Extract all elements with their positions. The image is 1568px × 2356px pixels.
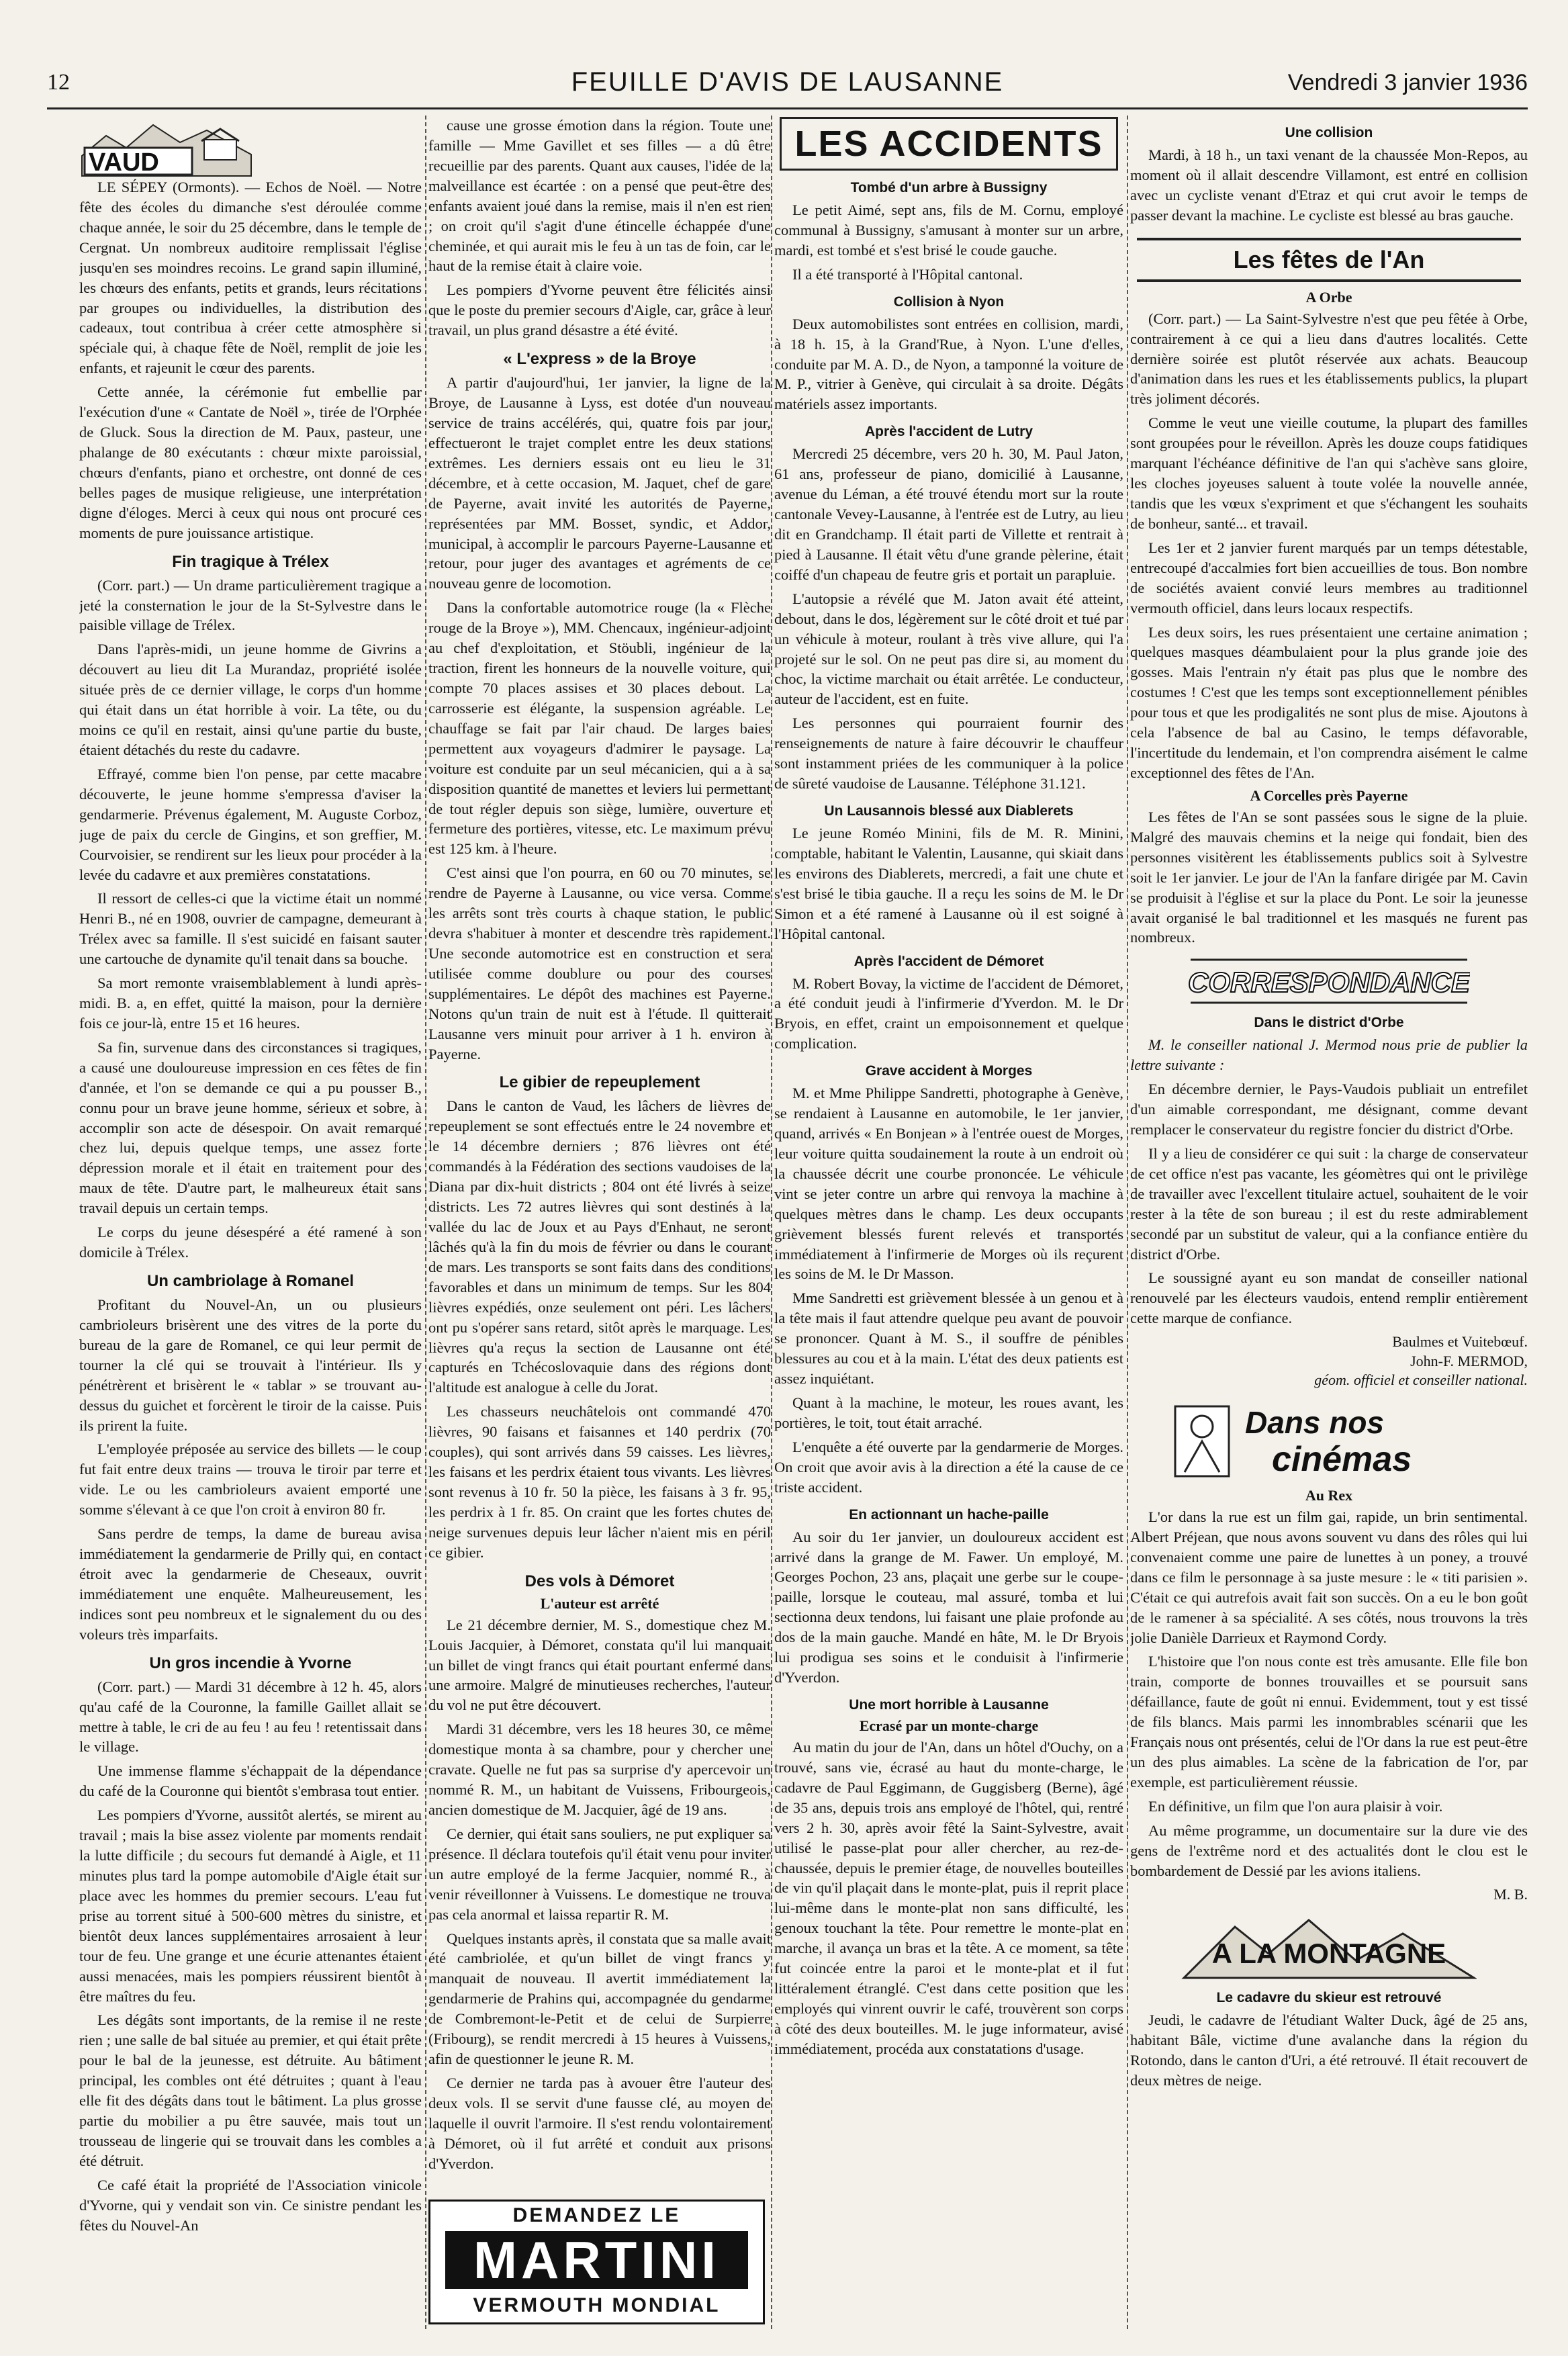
rex-paragraph: Au même programme, un documentaire sur la dure vie des gens de l'extrême nord et des actualités dont le clou est le bombardement de Dessié par les avions italiens. xyxy=(1130,1821,1528,1879)
orbe-paragraph: (Corr. part.) — La Saint-Sylvestre n'est que peu fêtée à Orbe, contrairement à ce qui a lieu dans d'autres localités. Cette dernière soirée est plutôt réservée aux achats. Beaucoup d'animation dans les rues et les établissements publics, la plupart très joliment décorés. xyxy=(1130,310,1528,408)
cinemas-logo-line2: cinémas xyxy=(1272,1440,1412,1480)
skieur-paragraph: Jeudi, le cadavre de l'étudiant Walter Duck, âgé de 25 ans, habitant Bâle, victime d'une avalanche dans la région du Rotondo, dans le canton d'Uri, a été retrouvé. Il était recouvert de deux mètres de neige. xyxy=(1130,2011,1528,2089)
column-divider xyxy=(425,116,426,2329)
trelex-paragraph: Le corps du jeune désespéré a été ramené à son domicile à Trélex. xyxy=(79,1224,422,1261)
trelex-paragraph: Effrayé, comme bien l'on pense, par cette macabre découverte, le jeune homme s'empressa d'aviser la gendarmerie. Prévenus également, M. Auguste Corboz, juge de paix du cercle de Gingins, et son greffier, M. Courvoisier, se rendirent sur les lieux pour procéder à la levée du cadavre et aux premières constatations. xyxy=(79,765,422,883)
demoret-paragraph: Le 21 décembre dernier, M. S., domestique chez M. Louis Jacquier, à Démoret, constata qu'il lui manquait un billet de vingt francs qui était pourtant enfermé dans une armoire. Malgré de minutieuses recherches, l'auteur du vol ne put être découvert. xyxy=(428,1616,771,1714)
issue-date: Vendredi 3 janvier 1936 xyxy=(1287,70,1528,95)
orbe-letter-paragraph: Il y a lieu de considérer ce qui suit : la charge de conservateur de cet office n'est pas vacante, les géomètres qui ont le privilège de travailler avec l'excellent titulaire actuel, souhaitent de le voir rester à la tête de son bureau ; il est du reste admirablement secondé par un substitut de valeur, qui a la confiance entière du district d'Orbe. xyxy=(1130,1144,1528,1263)
signature-name: John-F. MERMOD, xyxy=(1410,1352,1528,1369)
montagne-logo-text: A LA MONTAGNE xyxy=(1211,1938,1446,1970)
gibier-paragraph: Dans le canton de Vaud, les lâchers de lièvres de repeuplement se sont effectués entre le 24 novembre et le 14 décembre derniers ; 876 lièvres ont été commandés à la Fédération des sections vaudoises de la Diana par dix-huit districts ; 804 ont été livrés à seize districts. Les 72 autres lièvres qui sont destinés à la vallée du lac de Joux et au Pays d'Enhaut, ne seront lâchés qu'à la fin du mois de février ou dans le courant de mars. Les transports se sont faits dans des conditions favorables et dans un minimum de temps. Sur les 804 lièvres expédiés, onze seulement ont péri. Les lâchers ont pu s'opérer sans retard, sitôt après le marquage. Les lièvres qu'a reçus la section de Lausanne ont été capturés en Tchécoslovaquie dans des régions dont l'altitude est analogue à celle du Jorat. xyxy=(428,1097,771,1396)
trelex-paragraph: Dans l'après-midi, un jeune homme de Givrins a découvert au lieu dit La Murandaz, propriété isolée située près de ce dernier village, le corps d'un homme qui était dans un état horrible à voir. La tête, ou du moins ce qu'il en restait, ainsi qu'une partie du buste, étaient détachés du reste du cadavre. xyxy=(79,641,422,758)
headline-morges: Grave accident à Morges xyxy=(865,1063,1033,1079)
correspondance-logo-text: CORRESPONDANCE xyxy=(1188,966,1470,999)
headline-hache-paille: En actionnant un hache-paille xyxy=(849,1506,1049,1523)
martini-advertisement xyxy=(428,2200,765,2324)
sepey-article-2: Cette année, la cérémonie fut embellie par l'exécution d'une « Cantate de Noël », tirée de l'Orphée de Gluck. Sous la direction de M. Paux, pasteur, une phalange de 80 exécutants : chœur mixte paroissial, chœurs d'enfants, piano et orchestre, ont donné de ces belles pages de musique religieuse, une interprétation digne d'éloges. Merci à ceux qui nous ont procuré ces moments de pure jouissance artistique. xyxy=(79,383,422,541)
headline-trelex: Fin tragique à Trélex xyxy=(172,552,329,571)
masthead: FEUILLE D'AVIS DE LAUSANNE xyxy=(571,67,1004,97)
headline-district-orbe: Dans le district d'Orbe xyxy=(1254,1015,1404,1031)
column-1 xyxy=(79,116,422,2329)
signature-place: Baulmes et Vuitebœuf. xyxy=(1392,1333,1528,1351)
accidents-section-title: LES ACCIDENTS xyxy=(780,117,1118,171)
headline-romanel: Un cambriolage à Romanel xyxy=(146,1272,355,1291)
demoret-paragraph: Ce dernier ne tarda pas à avouer être l'auteur des deux vols. Il se servit d'une fausse clé, au moyen de laquelle il ouvrit l'armoire. Il s'est rendu volontairement à Démoret, où il fut arrêté et conduit aux prisons d'Yverdon. xyxy=(428,2074,771,2172)
headline-diablerets: Un Lausannois blessé aux Diablerets xyxy=(824,803,1074,819)
rex-paragraph: En définitive, un film que l'on aura plaisir à voir. xyxy=(1148,1797,1443,1815)
column-divider xyxy=(771,116,772,2329)
yvorne-paragraph: (Corr. part.) — Mardi 31 décembre à 12 h. 45, alors qu'au café de la Couronne, la famille Gaillet allait se mettre à table, le cri de au feu ! au feu ! retentissait dans le village. xyxy=(79,1678,422,1756)
romanel-paragraph: Profitant du Nouvel-An, un ou plusieurs cambrioleurs brisèrent une des vitres de la porte du bureau de la gare de Romanel, ce qui leur permit de tourner la clé qui se trouvait à l'intérieur. Ils y pénétrèrent et brisèrent le « tablar » se trouvant au-dessus du guichet et forcèrent le tiroir de la caisse. Puis ils prirent la fuite. xyxy=(79,1296,422,1434)
orbe-paragraph: Les 1er et 2 janvier furent marqués par un temps détestable, entrecoupé d'accalmies fort bien accueillies de tous. Bon nombre de sociétés avaient convié leurs membres au traditionnel vermouth officiel, dans leurs locaux respectifs. xyxy=(1130,539,1528,617)
fetes-section-title: Les fêtes de l'An xyxy=(1137,238,1521,282)
mort-horrible-paragraph: Au matin du jour de l'An, dans un hôtel d'Ouchy, on a trouvé, sans vie, écrasé au haut du monte-charge, le cadavre de Paul Eggimann, de Guggisberg (Berne), âgé de 35 ans, depuis trois ans employé de l'hôtel, qui, rentré vers 2 h. 30, après avoir fêté la Saint-Sylvestre, avait utilisé le passe-plat pour aller chercher, au rez-de-chaussée, depuis le premier étage, de nouvelles bouteilles de vin qu'il plaçait dans le monte-plat, puis il reprit place lui-même dans le monte-plat non sans difficulté, les genoux touchant la tête. Pour remettre le monte-plat en marche, il avança un bras et la tête. A ce moment, sa tête fut coincée entre la paroi et le monte-plat et il fut littéralement étranglé. C'est dans cette position que les employés qui vinrent ouvrir le café, trouvèrent son corps à côté des deux bouteilles. M. le juge informateur, avisé immédiatement, procéda aux constatations d'usage. xyxy=(774,1739,1123,2057)
yvorne-paragraph: Les dégâts sont importants, de la remise il ne reste rien ; une salle de bal située au premier, et qui était prête pour le bal de la jeunesse, est détruite. Au bâtiment principal, les combles ont été détruites ; quant à l'eau elle fit des dégâts dans tout le bâtiment. La plus grosse partie du mobilier a pu être sauvée, mais tout un trousseau de lingerie qui se trouvait dans les combles a été détruit. xyxy=(79,2011,422,2169)
headline-demoret-accident: Après l'accident de Démoret xyxy=(854,953,1044,969)
cinemas-logo xyxy=(1171,1400,1487,1480)
yvorne-continued: cause une grosse émotion dans la région. Toute une famille — Mme Gavillet et ses filles — a dû être recueillie par des parents. Quant aux causes, l'idée de la malveillance est écartée : on a pensé que peut-être des enfants avaient joué dans la remise, mais il n'en est rien ; on croit qu'il s'agit d'une étincelle échappée d'une cheminée, et qui aurait mis le feu à un tas de foin, car le haut de la remise était à claire voie. xyxy=(428,117,771,275)
column-3 xyxy=(774,116,1123,2329)
orbe-paragraph: Comme le veut une vieille coutume, la plupart des familles sont groupées pour le réveillon. Après les douze coups fatidiques marquant l'échéance définitive de l'an qui s'achève sans gloire, les cloches joyeuses saluent à toute volée la nouvelle année, tandis que les vœux s'expriment et que s'échangent les souhaits de bonheur, santé... et travail. xyxy=(1130,414,1528,532)
orbe-letter-paragraph: Le soussigné ayant eu son mandat de conseiller national renouvelé par les électeurs vaudois, entend remplir entièrement cette marque de confiance. xyxy=(1130,1269,1528,1327)
sepey-article: LE SÉPEY (Ormonts). — Echos de Noël. — Notre fête des écoles du dimanche s'est déroulée comme chaque année, le soir du 25 décembre, dans le temple de Cergnat. Un nombreux auditoire remplissait l'église jusqu'en ses moindres recoins. Le grand sapin illuminé, les chœurs des enfants, petits et grands, leurs récitations par groupes ou individuelles, la distribution des cadeaux, tout contribua à créer cette atmosphère si spéciale qui, à chaque fête de Noël, remplit de joie les enfants, et rajeunit le cœur des parents. xyxy=(79,179,422,377)
cinemas-logo-line1: Dans nos xyxy=(1245,1405,1385,1441)
trelex-paragraph: Il ressort de celles-ci que la victime était un nommé Henri B., né en 1908, ouvrier de campagne, demeurant à Trélex avec sa famille. Il s'est suicidé en faisant sauter une cartouche de dynamite qu'il tenait dans sa bouche. xyxy=(79,890,422,968)
yvorne-paragraph: Une immense flamme s'échappait de la dépendance du café de la Couronne qui bientôt s'embrasa tout entier. xyxy=(79,1762,422,1800)
lutry-paragraph: L'autopsie a révélé que M. Jaton avait été atteint, debout, dans le dos, légèrement sur le côté droit et tué par un véhicule à moteur, roulant à très vive allure, qui l'a projeté sur le sol. On ne peut pas dire si, au moment du choc, la victime marchait ou était arrêtée. Le conducteur, auteur de l'accident, est en fuite. xyxy=(774,590,1123,708)
mort-horrible-subheading: Ecrasé par un monte-charge xyxy=(859,1717,1039,1734)
bussigny-paragraph-2: Il a été transporté à l'Hôpital cantonal. xyxy=(792,265,1023,283)
headline-demoret-thefts: Des vols à Démoret xyxy=(524,1572,675,1590)
morges-paragraph: Quant à la machine, le moteur, les roues avant, les portières, le toit, tout était arraché. xyxy=(774,1394,1123,1431)
romanel-paragraph: Sans perdre de temps, la dame de bureau avisa immédiatement la gendarmerie de Prilly qui, en contact étroit avec la gendarmerie de Cheseaux, ouvrit immédiatement une enquête. Malheureusement, les indices sont peu nombreux et le signalement du ou des voleurs très imparfaits. xyxy=(79,1525,422,1643)
signature-title: géom. officiel et conseiller national. xyxy=(1314,1371,1528,1389)
corcelles-paragraph: Les fêtes de l'An se sont passées sous le signe de la pluie. Malgré des mauvais chemins et la neige qui fondait, bien des personnes visitèrent les établissements publics soit à Sylvestre soit le 1er janvier. Le jour de l'An la fanfare dirigée par M. Cavin se produisit à l'église et sur la place du Pont. Le soir la jeunesse avait organisé le bal traditionnel et les masqués ne furent pas nombreux. xyxy=(1130,808,1528,946)
headline-gibier: Le gibier de repeuplement xyxy=(499,1073,700,1092)
column-2 xyxy=(428,116,771,2188)
diablerets-paragraph: Le jeune Roméo Minini, fils de M. R. Minini, comptable, habitant le Valentin, Lausanne, qui skiait dans les environs des Diablerets, mercredi, a fait une chute et s'est brisé le tibia gauche. Il a reçu les soins de M. le Dr Simon et a été ramené à Lausanne où il est soigné à l'Hôpital cantonal. xyxy=(774,824,1123,942)
orbe-letter-paragraph: En décembre dernier, le Pays-Vaudois publiait un entrefilet d'un aimable correspondant, me désignant, comme devant remplacer le conservateur du registre foncier du district d'Orbe. xyxy=(1130,1081,1528,1138)
trelex-paragraph: (Corr. part.) — Un drame particulièrement tragique a jeté la consternation le jour de la St-Sylvestre dans le paisible village de Trélex. xyxy=(79,576,422,634)
bussigny-paragraph: Le petit Aimé, sept ans, fils de M. Cornu, employé communal à Bussigny, s'amusant à monter sur un arbre, mardi, est tombé et s'est brisé le coude gauche. xyxy=(774,201,1123,259)
correspondance-logo xyxy=(1188,957,1470,1005)
yvorne-continued-2: Les pompiers d'Yvorne peuvent être félicités ainsi que le poste du premier secours d'Aigle, car, grâce à leur travail, un plus grand désastre a été évité. xyxy=(428,281,771,339)
demoret-paragraph: Ce dernier, qui était sans souliers, ne put expliquer sa présence. Il déclara toutefois qu'il était venu pour inviter un autre employé de la ferme Jacquier, nommé R., à venir réveillonner à Vuissens. Le domestique ne trouva pas cela anormal et laissa repartir R. M. xyxy=(428,1825,771,1923)
montagne-logo xyxy=(1181,1913,1477,1981)
headline-broye: « L'express » de la Broye xyxy=(503,350,696,369)
page-number: 12 xyxy=(47,70,70,95)
column-4 xyxy=(1130,116,1528,2329)
broye-paragraph: A partir d'aujourd'hui, 1er janvier, la ligne de la Broye, de Lausanne à Lyss, est dotée d'un nouveau service de trains accélérés, qui, quatre fois par jour, effectueront le trajet complet entre les deux stations extrêmes. Les derniers essais ont eu lieu le 31 décembre, et à cette occasion, M. Jaquet, chef de gare de Payerne, avait invité les autorités de Payerne, représentées par MM. Bosset, syndic, et Addor, municipal, à accomplir le parcours Payerne-Lausanne et retour, pour juger des avantages et agréments de ce nouveau genre de locomotion. xyxy=(428,374,771,592)
ad-line-3: VERMOUTH MONDIAL xyxy=(473,2294,721,2316)
nyon-paragraph: Deux automobilistes sont entrées en collision, mardi, à 18 h. 15, à la Grand'Rue, à Nyon. L'une d'elles, conduite par M. A. D., de Nyon, a tamponné la voiture de M. P., vitrier à Genève, qui circulait à sa droite. Dégâts matériels assez importants. xyxy=(774,315,1123,413)
orbe-subtitle: A Orbe xyxy=(1305,288,1352,306)
orbe-paragraph: Les deux soirs, les rues présentaient une certaine animation ; quelques masques déambulaient pour la plus grande joie des gosses. Mais l'entrain n'y était pas plus que le nombre des costumes ! C'est que les temps sont exceptionnellement pénibles pour tous et que les prodigalités ne sont plus de mise. Ajoutons à cela l'absence de bal au Casino, le temps défavorable, l'incertitude du lendemain, et l'on comprendra aisément le calme exceptionnel des fêtes de l'An. xyxy=(1130,623,1528,781)
rex-paragraph: L'or dans la rue est un film gai, rapide, un brin sentimental. Albert Préjean, que nous avons souvent vu dans des rôles qui lui convenaient comme une paire de lunettes à un poney, a trouvé dans ce film le personnage à sa juste mesure : le « titi parisien ». C'était ce qui autrefois avait fait son succès. On a eu le bon goût de le ramener à sa spécialité. A ses côtés, nous trouvons la très jolie Danièle Darrieux et Raymond Cordy. xyxy=(1130,1508,1528,1646)
lutry-paragraph: Mercredi 25 décembre, vers 20 h. 30, M. Paul Jaton, 61 ans, professeur de piano, domicilié à Lausanne, avenue du Léman, a été trouvé étendu mort sur la route cantonale Vevey-Lausanne, à l'entrée est de Lutry, au lieu dit en Grandchamp. Il était parti de Villette et rentrait à pied à Lausanne. Il était vêtu d'une grande pèlerine, était coiffé d'un chapeau de feutre gris et portait un parapluie. xyxy=(774,445,1123,583)
headline-nyon: Collision à Nyon xyxy=(893,293,1005,310)
yvorne-paragraph: Ce café était la propriété de l'Association vinicole d'Yvorne, qui y vendait son vin. Ce sinistre pendant les fêtes du Nouvel-An xyxy=(79,2176,422,2234)
demoret-accident-paragraph: M. Robert Bovay, la victime de l'accident de Démoret, a été conduit jeudi à l'infirmerie d'Yverdon. M. le Dr Bryois, en effet, craint un empoisonnement et quelque complication. xyxy=(774,975,1123,1052)
demoret-subheading: L'auteur est arrêté xyxy=(540,1594,659,1612)
corcelles-subtitle: A Corcelles près Payerne xyxy=(1250,786,1408,804)
broye-paragraph: Dans la confortable automotrice rouge (la « Flèche rouge de la Broye »), MM. Chencaux, ingénieur-adjoint au chef d'exploitation, et Stöubli, ingénieur de la traction, firent les honneurs de la nouvelle voiture, qui compte 70 places assises et 30 places debout. La carrosserie est élégante, la suspension agréable. Le chauffage se fait par l'air chaud. De larges baies permettent aux voyageurs d'admirer le paysage. La voiture est conduite par un seul mécanicien, qui a à sa disposition quantité de manettes et leviers lui permettant de tout régler depuis son siège, lumière, ouverture et fermeture des portières, vitesse, etc. Le maximum prévu est 125 km. à l'heure. xyxy=(428,599,771,858)
orbe-letter-intro: M. le conseiller national J. Mermod nous prie de publier la lettre suivante : xyxy=(1130,1036,1528,1074)
morges-paragraph: M. et Mme Philippe Sandretti, photographe à Genève, se rendaient à Lausanne en automobile, le 1er janvier, quand, arrivés « En Bonjean » à l'entrée ouest de Morges, leur voiture quitta soudainement la route à un endroit où la chaussée décrit une courbe prononcée. Le véhicule vint se jeter contre un arbre qui renvoya la machine à quelques mètres dans le champ. Les deux occupants grièvement blessés furent relevés et transportés immédiatement à l'infirmerie de Morges où ils reçurent les soins de M. le Dr Masson. xyxy=(774,1085,1123,1283)
demoret-paragraph: Quelques instants après, il constata que sa malle avait été cambriolée, et qu'un billet de vingt francs y manquait de nouveau. Il avertit immédiatement la gendarmerie de Prahins qui, accompagnée du gendarme de Combremont-le-Petit et de celui de Surpierre (Fribourg), se rendit mercredi à 15 heures à Vuissens, afin de questionner le jeune R. M. xyxy=(428,1930,771,2068)
column-divider xyxy=(1127,116,1128,2329)
collision-paragraph: Mardi, à 18 h., un taxi venant de la chaussée Mon-Repos, au moment où il allait descendre Villamont, est entré en collision avec un cycliste venant d'Etraz et qui crut avoir le temps de passer devant la machine. Le cycliste est blessé au bras gauche. xyxy=(1130,146,1528,224)
headline-lutry: Après l'accident de Lutry xyxy=(864,424,1033,440)
letter-signature xyxy=(1130,1332,1528,1390)
morges-paragraph: Mme Sandretti est grièvement blessée à un genou et à la tête mais il faut attendre quelque peu avant de pouvoir se prononcer. Quant à M. S., il souffre de pénibles blessures au cou et à la main. L'état des deux patients est assez inquiétant. xyxy=(774,1289,1123,1388)
trelex-paragraph: Sa mort remonte vraisemblablement à lundi après-midi. B. a, en effet, quitté la maison, pour la dernière fois ce jour-là, entre 15 et 16 heures. xyxy=(79,975,422,1032)
trelex-paragraph: Sa fin, survenue dans des circonstances si tragiques, a causé une douloureuse impression en ces fêtes de fin d'année, et l'on se demande ce qui a pu pousser B., connu pour un brave jeune homme, sérieux et sobre, à accomplir son acte de désespoir. On avait remarqué chez lui, depuis quelque temps, une assez forte dépression morale et il était en traitement pour des maux de tête. D'autre part, le malheureux était sans travail depuis un certain temps. xyxy=(79,1038,422,1217)
yvorne-paragraph: Les pompiers d'Yvorne, aussitôt alertés, se mirent au travail ; mais la bise assez violente par moments rendait la lutte difficile ; du secours fut demandé à Aigle, et 11 minutes plus tard la pompe automobile d'Aigle était sur place avec les hommes du premier secours. L'eau fut prise au torrent situé à 500-600 mètres du sinistre, et bientôt deux lances supplémentaires arrosaient à leur tour de feu. Une grange et une écurie attenantes étaient aussi menacées, mais les pompiers réussirent bientôt à être maîtres du feu. xyxy=(79,1807,422,2005)
page-header xyxy=(47,67,1528,107)
demoret-paragraph: Mardi 31 décembre, vers les 18 heures 30, ce même domestique monta à sa chambre, pour y chercher une cravate. Quelle ne fut pas sa surprise d'y apercevoir un nommé R. M., un habitant de Vuissens, Fribourgeois, ancien domestique de M. Jacquier, âgé de 19 ans. xyxy=(428,1721,771,1818)
ad-brand: MARTINI xyxy=(445,2231,748,2289)
lutry-paragraph: Les personnes qui pourraient fournir des renseignements de nature à faire découvrir le chauffeur sont instamment priées de les communiquer à la police de sûreté vaudoise de Lausanne. Téléphone 31.121. xyxy=(774,715,1123,792)
headline-yvorne: Un gros incendie à Yvorne xyxy=(149,1653,352,1672)
headline-skieur: Le cadavre du skieur est retrouvé xyxy=(1216,1990,1442,2006)
hache-paille-paragraph: Au soir du 1er janvier, un douloureux accident est arrivé dans la grange de M. Fawer. Un employé, M. Georges Pochon, 23 ans, plaçait une gerbe sur le coupe-paille, lorsque le couteau, mal assuré, tomba et lui sectionna deux tendons, lui faisant une plaie profonde au dos de la main gauche. Mandé en hâte, M. le Dr Bryois lui prodigua ses soins et le conduisit à l'infirmerie d'Yverdon. xyxy=(774,1528,1123,1686)
vaud-section-logo xyxy=(79,116,254,177)
headline-bussigny: Tombé d'un arbre à Bussigny xyxy=(850,180,1048,195)
rex-subtitle: Au Rex xyxy=(1305,1487,1353,1504)
rex-paragraph: L'histoire que l'on nous conte est très amusante. Elle file bon train, comporte de bonnes trouvailles et se poursuit sans défaillance, faute de goût ni ennui. Evidemment, tout y est tissé de fils blancs. Mais parmi les innombrables scénarii que les Français nous ont présentés, celui de l'Or dans la rue est peut-être un des plus aimables. La scène de la fabrication de l'or, par exemple, est particulièrement réussie. xyxy=(1130,1653,1528,1791)
headline-mort-horrible: Une mort horrible à Lausanne xyxy=(849,1697,1049,1713)
romanel-paragraph: L'employée préposée au service des billets — le coup fut fait entre deux trains — trouva le tiroir par terre et vide. Le ou les cambrioleurs avaient emporté une somme s'élevant à ce que l'on croit à environ 80 fr. xyxy=(79,1441,422,1519)
broye-paragraph: C'est ainsi que l'on pourra, en 60 ou 70 minutes, se rendre de Payerne à Lausanne, ou vice versa. Comme les arrêts sont très courts à chaque station, le public devra s'habituer à monter et descendre très rapidement. Une seconde automotrice est en construction et sera utilisée comme doublure ou pour des courses supplémentaires. Le dépôt des machines est Payerne. Notons qu'un train de nuit est à l'étude. Il quitterait Lausanne vers minuit pour arriver à 1 h. environ à Payerne. xyxy=(428,864,771,1062)
gibier-paragraph: Les chasseurs neuchâtelois ont commandé 470 lièvres, 90 faisans et faisannes et 140 perdrix (70 couples), qui sont arrivés dans 59 caisses. Les lièvres, les faisans et les perdrix étaient tous vivants. Les lièvres sont revenus à 10 fr. 50 la pièce, les faisans à 3 fr. 95, les perdrix à 1 fr. 85. On craint que les fortes chutes de neige survenues depuis leur lâcher n'aient mis en péril ce gibier. xyxy=(428,1403,771,1561)
ad-line-1: DEMANDEZ LE xyxy=(512,2204,681,2226)
vaud-logo-text: VAUD xyxy=(89,148,159,177)
morges-paragraph: L'enquête a été ouverte par la gendarmerie de Morges. On croit que avoir avis à la direction a été la cause de ce triste accident. xyxy=(774,1438,1123,1496)
headline-collision: Une collision xyxy=(1285,125,1373,140)
header-rule xyxy=(47,107,1528,109)
rex-signature: M. B. xyxy=(1493,1885,1528,1903)
